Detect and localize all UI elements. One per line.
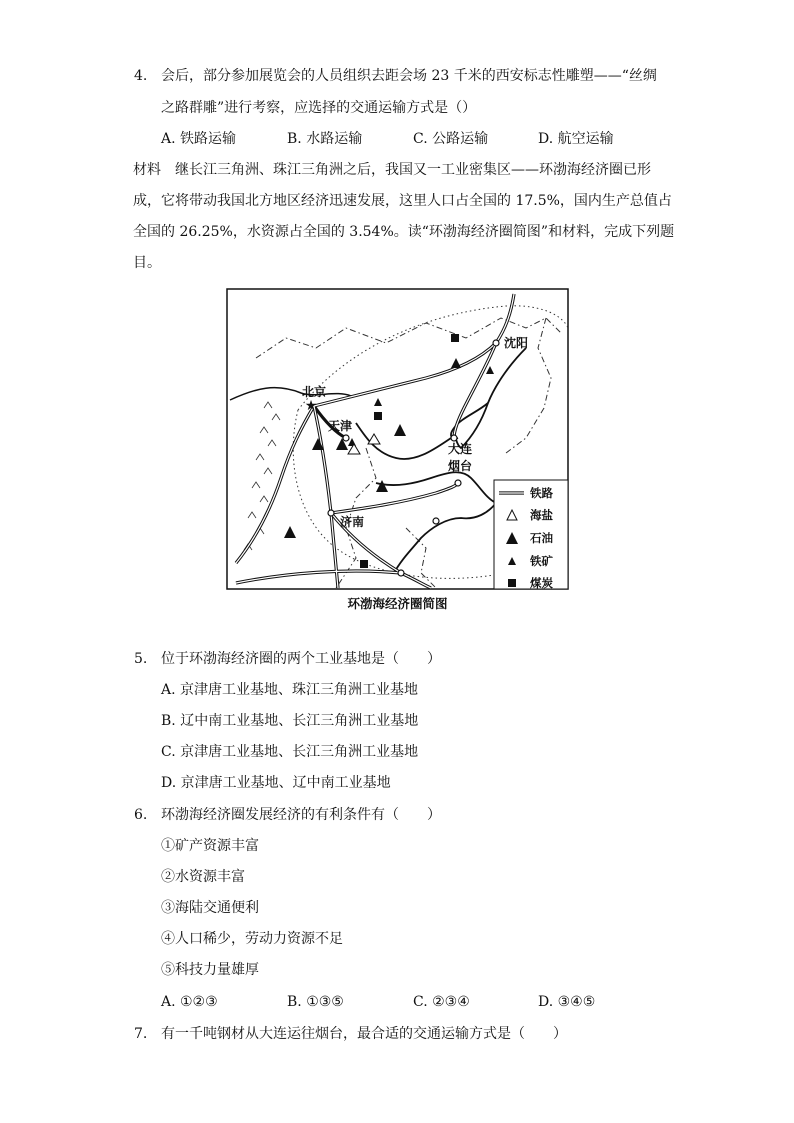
city-label-tianjin: 天津 <box>328 419 353 433</box>
city-marker-jinan <box>328 510 334 516</box>
material-line2: 成，它将带动我国北方地区经济迅速发展，这里人口占全国的 17.5%，国内生产总值占 <box>133 193 672 209</box>
city-marker-qingdao <box>398 570 404 576</box>
q4-option-c[interactable]: C. 公路运输 <box>413 131 489 147</box>
city-marker-dalian <box>451 435 457 441</box>
capital-star-icon: ★ <box>304 398 318 414</box>
legend-coal-label: 煤炭 <box>530 576 553 590</box>
q5-option-a[interactable]: A. 京津唐工业基地、珠江三角洲工业基地 <box>161 682 419 698</box>
q4-stem-line2: 之路群雕”进行考察，应选择的交通运输方式是（） <box>161 100 477 116</box>
q6-statement-1: ①矿产资源丰富 <box>161 838 259 854</box>
city-label-shenyang: 沈阳 <box>504 336 529 350</box>
material-line4: 目。 <box>133 255 161 271</box>
q6-statement-4: ④人口稀少，劳动力资源不足 <box>161 931 343 947</box>
q4-option-a[interactable]: A. 铁路运输 <box>161 131 237 147</box>
city-marker-shenyang <box>493 340 499 346</box>
q4-option-b[interactable]: B. 水路运输 <box>287 131 363 147</box>
coal-icon <box>360 560 368 568</box>
q6-stem: 环渤海经济圈发展经济的有利条件有（ ） <box>161 807 441 823</box>
city-marker-weihai <box>433 518 439 524</box>
coal-icon <box>451 334 459 342</box>
q7-number: 7. <box>134 1026 148 1042</box>
legend-railway-label: 铁路 <box>530 486 553 500</box>
map-legend <box>494 480 568 590</box>
q5-option-b[interactable]: B. 辽中南工业基地、长江三角洲工业基地 <box>161 713 419 729</box>
q6-number: 6. <box>134 807 148 823</box>
city-marker-tianjin <box>343 435 349 441</box>
q6-option-d[interactable]: D. ③④⑤ <box>538 994 596 1010</box>
city-marker-yantai <box>455 480 461 486</box>
legend-sea-salt-label: 海盐 <box>530 508 553 522</box>
q5-option-c[interactable]: C. 京津唐工业基地、长江三角洲工业基地 <box>161 744 419 760</box>
city-label-beijing: 北京 <box>302 385 327 399</box>
q7-stem: 有一千吨钢材从大连运往烟台，最合适的交通运输方式是（ ） <box>161 1026 567 1042</box>
q6-statement-3: ③海陆交通便利 <box>161 900 259 916</box>
city-label-jinan: 济南 <box>340 515 365 529</box>
q5-stem: 位于环渤海经济圈的两个工业基地是（ ） <box>161 651 441 667</box>
q6-option-c[interactable]: C. ②③④ <box>413 994 470 1010</box>
bohai-economic-circle-map <box>226 288 569 590</box>
city-label-yantai: 烟台 <box>448 459 473 473</box>
q6-statement-2: ②水资源丰富 <box>161 869 245 885</box>
city-label-dalian: 大连 <box>448 442 473 456</box>
q6-option-b[interactable]: B. ①③⑤ <box>287 994 344 1010</box>
map-caption: 环渤海经济圈简图 <box>347 596 448 611</box>
q6-option-a[interactable]: A. ①②③ <box>161 994 218 1010</box>
q4-option-d[interactable]: D. 航空运输 <box>538 131 614 147</box>
material-line1: 材料 继长江三角洲、珠江三角洲之后，我国又一工业密集区——环渤海经济圈已形 <box>133 162 651 178</box>
material-line3: 全国的 26.25%，水资源占全国的 3.54%。读“环渤海经济圈简图”和材料，完成下列题 <box>133 224 675 240</box>
q4-number: 4. <box>134 68 148 84</box>
coal-icon <box>374 412 382 420</box>
legend-coal-icon <box>508 579 516 587</box>
q4-stem-line1: 会后，部分参加展览会的人员组织去距会场 23 千米的西安标志性雕塑——“丝绸 <box>161 68 657 84</box>
q5-number: 5. <box>134 651 148 667</box>
q6-statement-5: ⑤科技力量雄厚 <box>161 962 259 978</box>
q5-option-d[interactable]: D. 京津唐工业基地、辽中南工业基地 <box>161 775 391 791</box>
legend-iron-ore-label: 铁矿 <box>530 554 553 568</box>
legend-oil-label: 石油 <box>530 531 553 545</box>
